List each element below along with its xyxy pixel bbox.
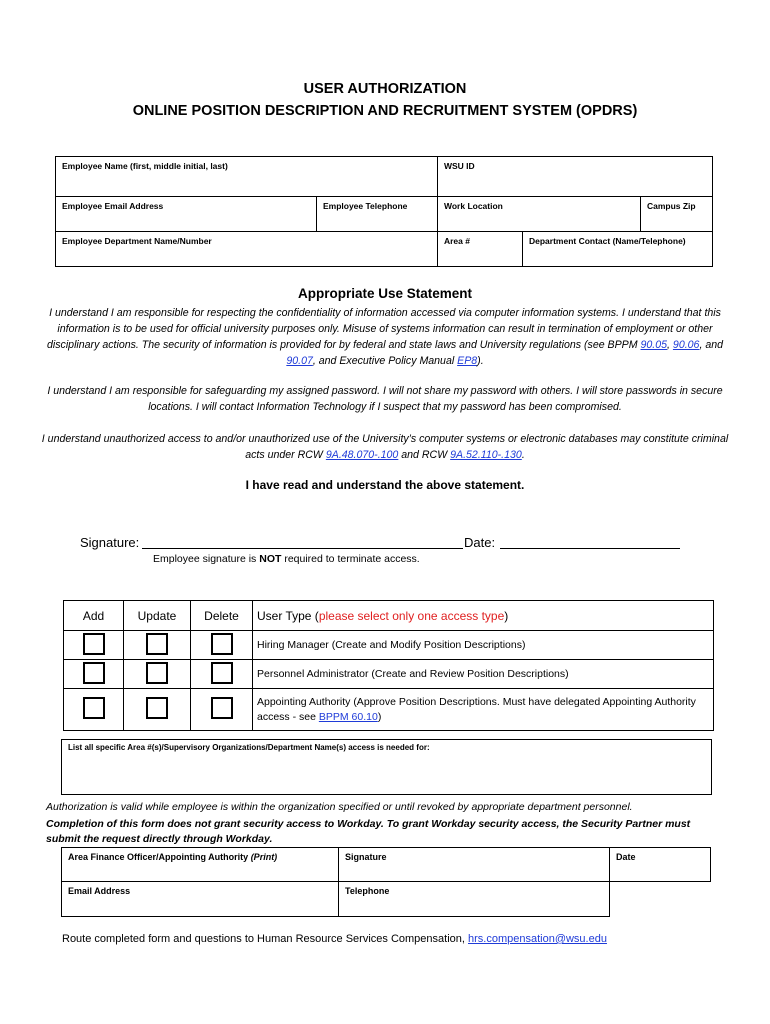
finance-officer-field[interactable]: Area Finance Officer/Appointing Authority (Print) [62,848,339,882]
personnel-admin-delete-checkbox[interactable] [211,662,233,684]
hiring-manager-update-checkbox[interactable] [146,633,168,655]
bppm-60-10-link[interactable]: BPPM 60.10 [318,710,378,723]
area-list-label: List all specific Area #(s)/Supervisory Organizations/Department Name(s) access is needed for: [68,743,430,752]
access-table [63,600,714,731]
hiring-manager-delete-checkbox[interactable] [211,633,233,655]
area-list-box[interactable] [61,739,712,795]
employee-email-field[interactable]: Employee Email Address [56,197,317,232]
date-label: Date: [464,535,496,550]
bppm-90-07-link[interactable]: 90.07 [286,355,313,367]
department-contact-field[interactable]: Department Contact (Name/Telephone) [522,232,712,267]
rcw-9a-48-link[interactable]: 9A.48.070-.100 [325,449,399,461]
employee-name-field[interactable]: Employee Name (first, middle initial, last) [56,157,438,197]
rcw-9a-52-link[interactable]: 9A.52.110-.130 [450,449,522,461]
add-column-header: Add [64,601,124,631]
ep8-link[interactable]: EP8 [457,355,478,367]
acknowledgement-text: I have read and understand the above statement. [245,478,525,492]
route-note: Route completed form and questions to Human Resource Services Compensation, hrs.compensation@wsu.edu [62,933,607,945]
approval-table [61,847,711,917]
access-row-hiring-manager [64,631,714,660]
form-subtitle: ONLINE POSITION DESCRIPTION AND RECRUITMENT SYSTEM (OPDRS) [132,103,638,119]
authorization-valid-note: Authorization is valid while employee is within the organization specified or until revoked by appropriate department personnel. [46,801,633,813]
personnel-admin-label: Personnel Administrator (Create and Review Position Descriptions) [253,660,714,689]
hrs-email-link[interactable]: hrs.compensation@wsu.edu [468,933,607,945]
employee-telephone-field[interactable]: Employee Telephone [316,197,437,232]
area-number-field[interactable]: Area # [437,232,522,267]
employee-department-field[interactable]: Employee Department Name/Number [56,232,438,267]
date-line[interactable] [500,548,680,549]
approver-telephone-field[interactable]: Telephone [339,882,610,917]
workday-note: Completion of this form does not grant security access to Workday. To grant Workday security access, the Security Partner must submit the request directly through Workday. [46,818,691,845]
statement-paragraph-1: I understand I am responsible for respecting the confidentiality of information accessed via computer information systems. I understand that this information is to be used for official university purposes only. Misuse of systems information can result in termination of employment or other disciplinary actions. The security of information is provided for by federal and state laws and University regulations (see BPPM 90.05, 90.06, and 90.07, and Executive Policy Manual EP8). [46,307,723,367]
signature-note: Employee signature is NOT required to terminate access. [153,553,420,565]
personnel-admin-update-checkbox[interactable] [146,662,168,684]
appointing-authority-label: Appointing Authority (Approve Position Descriptions. Must have delegated Appointing Authority access - see BPPM 60.10) [253,689,714,731]
approver-date-field[interactable]: Date [610,848,711,882]
signature-line[interactable] [142,548,463,549]
personnel-admin-add-checkbox[interactable] [83,662,105,684]
hiring-manager-label: Hiring Manager (Create and Modify Position Descriptions) [253,631,714,660]
statement-heading: Appropriate Use Statement [297,286,473,301]
appointing-authority-delete-checkbox[interactable] [211,697,233,719]
bppm-90-05-link[interactable]: 90.05 [640,339,668,351]
appointing-authority-update-checkbox[interactable] [146,697,168,719]
hiring-manager-add-checkbox[interactable] [83,633,105,655]
access-row-appointing-authority [64,689,714,731]
bppm-90-06-link[interactable]: 90.06 [672,339,700,351]
wsu-id-field[interactable]: WSU ID [437,157,712,197]
work-location-field[interactable]: Work Location [437,197,640,232]
user-type-column-header: User Type (please select only one access type) [253,601,714,631]
statement-paragraph-2: I understand I am responsible for safeguarding my assigned password. I will not share my password with others. I will store passwords in secure locations. I will contact Information Technology if I suspect that my password has been compromised. [47,385,723,413]
campus-zip-field[interactable]: Campus Zip [640,197,712,232]
access-row-personnel-administrator [64,660,714,689]
approver-email-field[interactable]: Email Address [62,882,339,917]
delete-column-header: Delete [191,601,253,631]
appointing-authority-add-checkbox[interactable] [83,697,105,719]
form-title: USER AUTHORIZATION [303,81,467,97]
update-column-header: Update [124,601,191,631]
employee-info-table [55,156,713,267]
statement-paragraph-3: I understand unauthorized access to and/or unauthorized use of the University’s computer systems or electronic databases may constitute criminal acts under RCW 9A.48.070-.100 and RCW 9A.52.110-.130. [41,433,729,461]
approver-signature-field[interactable]: Signature [339,848,610,882]
signature-label: Signature: [80,535,140,550]
